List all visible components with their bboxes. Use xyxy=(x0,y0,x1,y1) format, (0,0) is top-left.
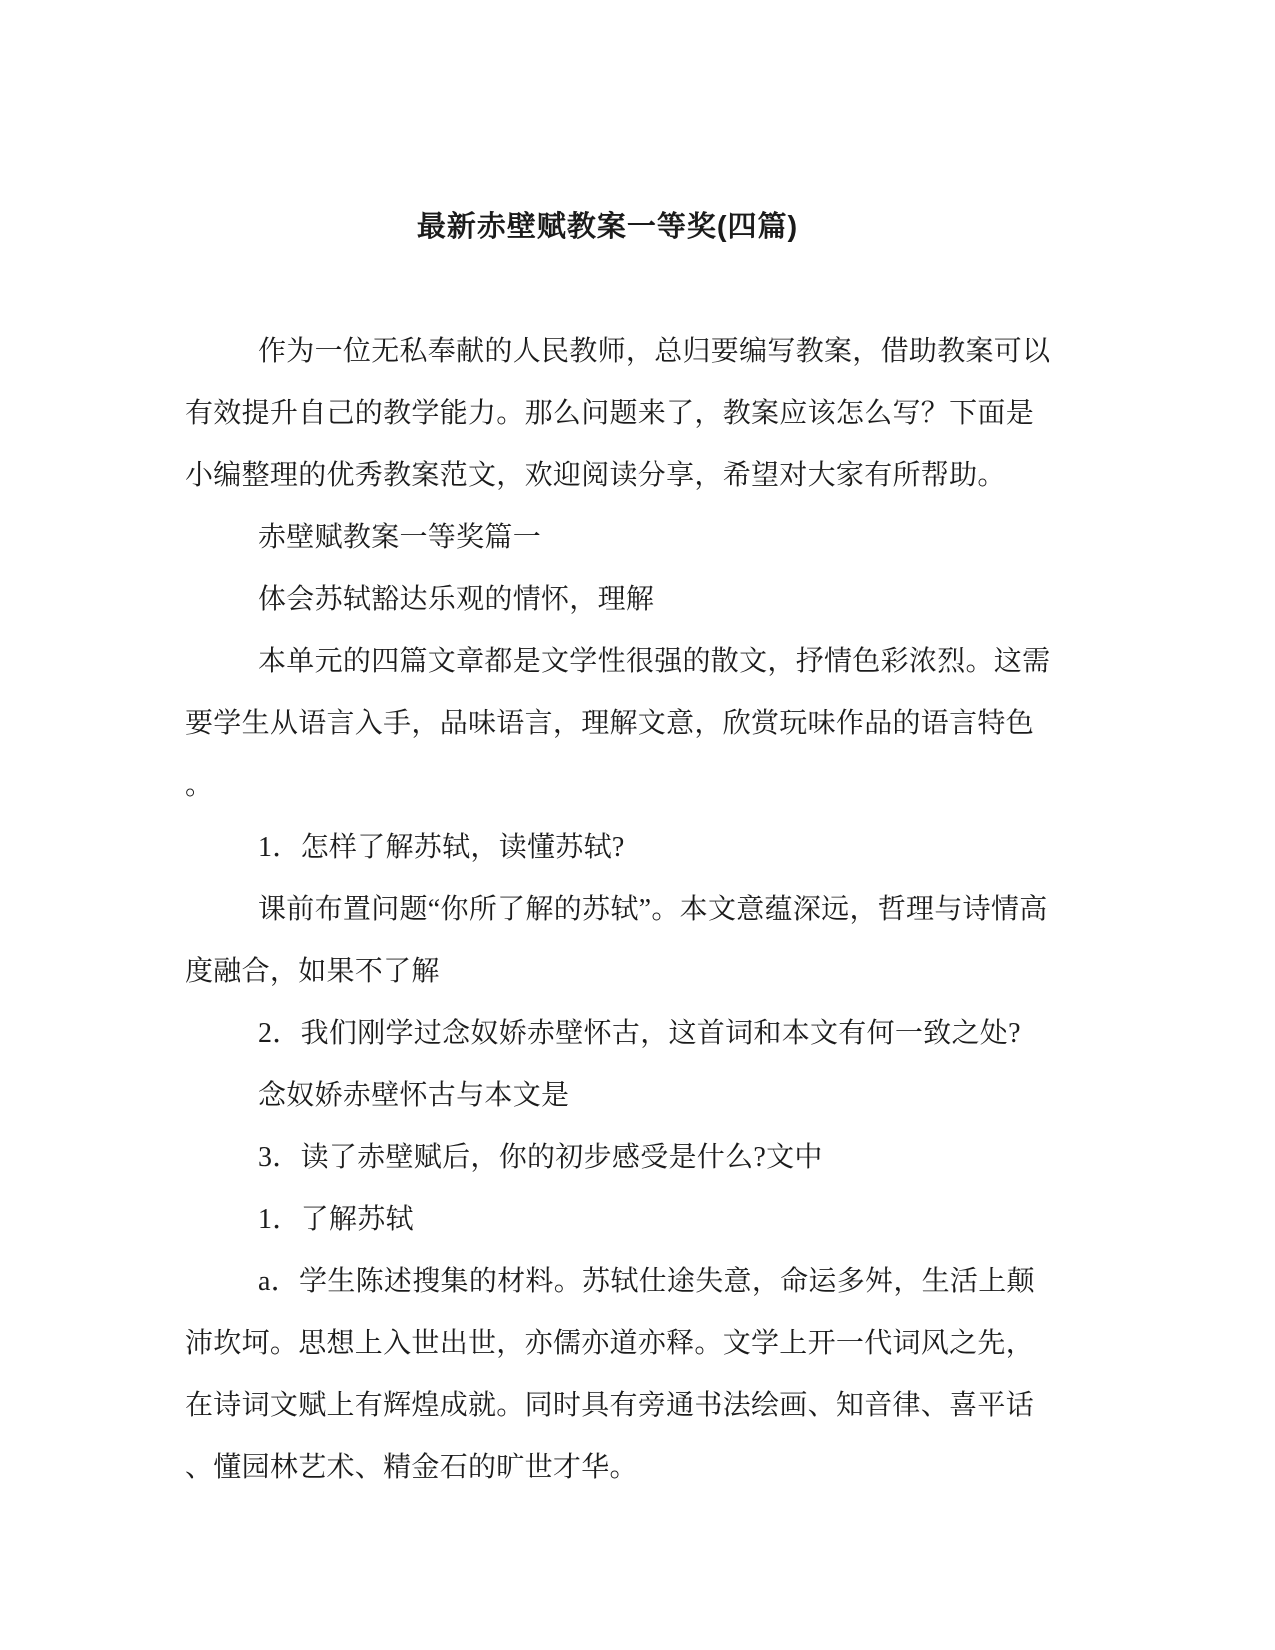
text-line: 要学生从语言入手，品味语言，理解文意，欣赏玩味作品的语言特色 xyxy=(185,708,1035,739)
text-line: 度融合，如果不了解 xyxy=(185,956,440,987)
text-line: 本单元的四篇文章都是文学性很强的散文，抒情色彩浓烈。这需 xyxy=(258,646,1051,677)
blank-line xyxy=(185,259,1030,321)
text-line: 作为一位无私奉献的人民教师，总归要编写教案，借助教案可以 xyxy=(258,336,1051,367)
text-line: 、懂园林艺术、精金石的旷世才华。 xyxy=(185,1452,638,1483)
text-line: 有效提升自己的教学能力。那么问题来了，教案应该怎么写？下面是 xyxy=(185,398,1035,429)
text-line: 课前布置问题“你所了解的苏轼”。本文意蕴深远，哲理与诗情高 xyxy=(258,894,1048,925)
text-line: 念奴娇赤壁怀古与本文是 xyxy=(258,1080,570,1111)
document-body xyxy=(185,321,1051,1499)
text-line: 3．读了赤壁赋后，你的初步感受是什么?文中 xyxy=(258,1142,823,1173)
text-line: 。 xyxy=(185,770,214,801)
text-line: 沛坎坷。思想上入世出世，亦儒亦道亦释。文学上开一代词风之先， xyxy=(185,1328,1035,1359)
text-line: 小编整理的优秀教案范文，欢迎阅读分享，希望对大家有所帮助。 xyxy=(185,460,1006,491)
text-line: 在诗词文赋上有辉煌成就。同时具有旁通书法绘画、知音律、喜平话 xyxy=(185,1390,1035,1421)
text-line: 赤壁赋教案一等奖篇一 xyxy=(258,522,542,553)
text-line: 体会苏轼豁达乐观的情怀，理解 xyxy=(258,584,655,615)
text-line: a．学生陈述搜集的材料。苏轼仕途失意，命运多舛，生活上颠 xyxy=(258,1266,1035,1297)
text-line: 2．我们刚学过念奴娇赤壁怀古，这首词和本文有何一致之处? xyxy=(258,1018,1021,1049)
document-title: 最新赤壁赋教案一等奖(四篇) xyxy=(416,211,799,243)
text-line: 1．了解苏轼 xyxy=(258,1204,414,1235)
text-line: 1．怎样了解苏轼，读懂苏轼? xyxy=(258,832,625,863)
